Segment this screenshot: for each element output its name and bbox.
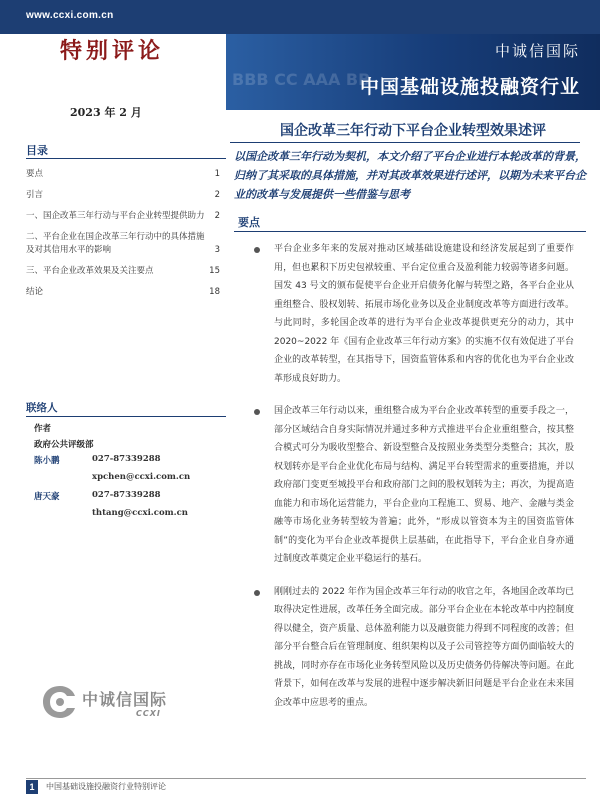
key-points-title: 要点 bbox=[238, 216, 260, 229]
ccxi-logo bbox=[40, 683, 190, 723]
toc-item-label: 引言 bbox=[26, 190, 44, 200]
report-abstract: 以国企改革三年行动为契机，本文介绍了平台企业进行本轮改革的背景，归纳了其采取的具体措施，并对其改革效果进行述评，以期为未来平台企业的改革与发展提供一些借鉴与思考 bbox=[234, 150, 586, 201]
toc-item-page: 15 bbox=[209, 266, 220, 276]
toc-item[interactable] bbox=[26, 231, 226, 257]
banner-brand: 中诚信国际 bbox=[494, 42, 580, 60]
toc-item-page: 18 bbox=[209, 287, 220, 297]
key-point-text: 平台企业多年来的发展对推动区域基础设施建设和经济发展起到了重要作用，但也累积下历史包袱较重、平台定位重合及盈利能力较弱等诸多问题。国发 43 号文的颁布促使平台企业开启债务化解与转型之路，各平台企业从重组整合、股权划转、拓展市场化业务以及企业制度改革等方面进行改革。与此同时，多轮国企改革的进行为平台企业改革提供更充分的动力，其中 2020~2022 年《国有企业改革三年行动方案》的实施不仅有效促进了平台企业的改革转型，在其指导下，国资监管体系和内容的优化也为平台企业改革形成良好助力。 bbox=[274, 244, 574, 384]
key-point-text: 刚刚过去的 2022 年作为国企改革三年行动的收官之年，各地国企改革均已取得决定性进展，改革任务全面完成。部分平台企业在本轮改革中内控制度得以健全，资产质量、总体盈利能力以及融资能力得到不同程度的改善；但部分平台整合后在管理制度、组织架构以及子公司管控等方面仍面临较大的挑战，同时亦存在市场化业务转型风险以及历史债务仍待解决等问题。在此背景下，如何在改革与发展的进程中逐步解决新旧问题是平台企业在未来国企改革中应思考的重点。 bbox=[274, 586, 574, 708]
toc-item-label: 三、平台企业改革效果及关注要点 bbox=[26, 266, 154, 276]
toc-item[interactable] bbox=[26, 189, 226, 202]
bullet-icon bbox=[254, 409, 260, 415]
key-point bbox=[254, 402, 574, 569]
toc-item-label: 要点 bbox=[26, 169, 44, 179]
bullet-icon bbox=[254, 247, 260, 253]
toc-item-page: 3 bbox=[214, 245, 220, 255]
site-url[interactable]: www.ccxi.com.cn bbox=[26, 10, 114, 21]
header-banner bbox=[226, 34, 600, 110]
key-points-list bbox=[254, 240, 574, 726]
contacts-title: 联络人 bbox=[26, 402, 58, 414]
contact-email[interactable]: thtang@ccxi.com.cn bbox=[92, 508, 188, 518]
key-point bbox=[254, 583, 574, 713]
department: 政府公共评级部 bbox=[34, 440, 94, 450]
ccxi-logo-icon bbox=[40, 683, 80, 721]
footer-text: 中国基础设施投融资行业特别评论 bbox=[46, 782, 166, 791]
toc-item[interactable] bbox=[26, 168, 226, 181]
page-number: 1 bbox=[26, 780, 38, 794]
top-bar bbox=[0, 0, 600, 34]
toc-item[interactable] bbox=[26, 210, 226, 223]
banner-industry: 中国基础设施投融资行业 bbox=[359, 76, 580, 98]
logo-subtext: CCXI bbox=[136, 709, 161, 718]
toc-item[interactable] bbox=[26, 286, 226, 299]
report-headline: 国企改革三年行动下平台企业转型效果述评 bbox=[280, 123, 546, 139]
toc-item-page: 1 bbox=[214, 169, 220, 179]
contact-email[interactable]: xpchen@ccxi.com.cn bbox=[92, 472, 191, 482]
toc-divider bbox=[26, 158, 226, 159]
key-point bbox=[254, 240, 574, 388]
banner-decoration: BBB CC AAA BB bbox=[232, 70, 371, 89]
contact-name: 陈小鹏 bbox=[34, 456, 60, 466]
contact-phone: 027-87339288 bbox=[92, 454, 161, 464]
toc-item-page: 2 bbox=[214, 190, 220, 200]
author-label: 作者 bbox=[34, 424, 52, 434]
key-points-divider bbox=[234, 231, 586, 232]
headline-divider bbox=[230, 142, 580, 143]
bullet-icon bbox=[254, 590, 260, 596]
report-date: 2023 年 2 月 bbox=[70, 106, 142, 119]
toc-title: 目录 bbox=[26, 144, 48, 157]
toc-item-label: 二、平台企业在国企改革三年行动中的具体措施及对其信用水平的影响 bbox=[26, 232, 205, 255]
logo-text: 中诚信国际 bbox=[82, 690, 168, 709]
table-of-contents bbox=[26, 168, 226, 307]
footer-divider bbox=[26, 778, 586, 779]
contact-name: 唐天豪 bbox=[34, 492, 60, 502]
toc-item-page: 2 bbox=[214, 211, 220, 221]
contacts-divider bbox=[26, 416, 226, 417]
toc-item-label: 一、国企改革三年行动与平台企业转型提供助力 bbox=[26, 211, 205, 221]
key-point-text: 国企改革三年行动以来，重组整合成为平台企业改革转型的重要手段之一，部分区域结合自身实际情况并通过多种方式推进平台企业重组整合，按其整合模式可分为吸收型整合、新设型整合及按照业务类型分类整合；其次，股权划转亦是平台企业优化布局与结构、满足平台转型需求的重要措施，并以政府部门变更至城投平台和政府部门之间的股权划转为主；再次，为提高造血能力和市场化运营能力，平台企业向工程施工、贸易、地产、金融与类金融等市场化业务转型较为普遍；此外，“形成以管资本为主的国资监管体制”的变化为平台企业改革提供上层基础，在此指导下，平台企业自身亦通过制度改革奠定企业平稳运行的基石。 bbox=[274, 406, 574, 564]
toc-item-label: 结论 bbox=[26, 287, 44, 297]
contact-phone: 027-87339288 bbox=[92, 490, 161, 500]
report-type: 特别评论 bbox=[60, 38, 165, 64]
toc-item[interactable] bbox=[26, 265, 226, 278]
